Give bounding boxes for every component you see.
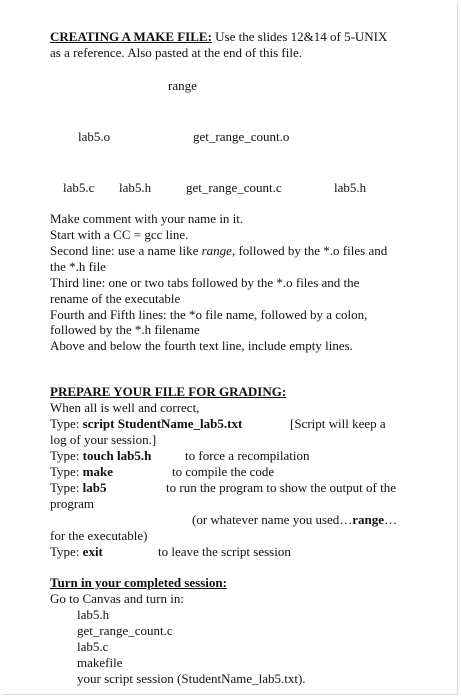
intro-text: Use the slides 12&14 of 5-UNIX: [211, 29, 388, 44]
prepare-when: When all is well and correct,: [50, 400, 200, 415]
make-file-title: CREATING A MAKE FILE:: [50, 29, 212, 44]
instruction-line: Third line: one or two tabs followed by the *.o files and the: [50, 275, 360, 290]
range-italic: range: [201, 243, 232, 258]
intro-line-1: [50, 29, 387, 45]
prepare-title: PREPARE YOUR FILE FOR GRADING:: [50, 384, 287, 399]
turnin-file: get_range_count.c: [77, 623, 173, 638]
tree-node-lab5-h: lab5.h: [119, 180, 152, 195]
make-note: to compile the code: [172, 464, 275, 479]
instruction-line: Start with a CC = gcc line.: [50, 227, 189, 242]
script-note: [Script will keep a: [290, 416, 386, 431]
turnin-file: lab5.h: [77, 607, 110, 622]
lab5-note: to run the program to show the output of the: [166, 480, 396, 495]
exit-command: exit: [82, 544, 103, 559]
turnin-file: makefile: [77, 655, 123, 670]
touch-note: to force a recompilation: [185, 448, 310, 463]
instruction-line: Make comment with your name in it.: [50, 211, 244, 226]
instruction-line: the *.h file: [50, 259, 106, 274]
exit-note: to leave the script session: [158, 544, 291, 559]
whatever-note: (or whatever name you used…range…: [192, 512, 398, 527]
instruction-line: followed by the *.h filename: [50, 322, 200, 337]
script-note-2: log of your session.]: [50, 432, 157, 447]
tree-root: range: [168, 78, 197, 93]
script-command-line: Type: script StudentName_lab5.txt: [50, 416, 243, 431]
tree-node-get-range-count-o: get_range_count.o: [193, 129, 290, 144]
script-command: script StudentName_lab5.txt: [82, 416, 243, 431]
lab5-command: lab5: [82, 480, 107, 495]
touch-command: touch lab5.h: [82, 448, 152, 463]
for-executable: for the executable): [50, 528, 148, 543]
tree-node-lab5-c: lab5.c: [63, 180, 95, 195]
instruction-line: Second line: use a name like range, followed by the *.o files and: [50, 243, 388, 258]
tree-node-lab5-h-2: lab5.h: [334, 180, 367, 195]
make-command: make: [82, 464, 114, 479]
instruction-line: Above and below the fourth text line, include empty lines.: [50, 338, 353, 353]
tree-node-lab5-o: lab5.o: [78, 129, 111, 144]
tree-node-get-range-count-c: get_range_count.c: [186, 180, 282, 195]
make-command-line: Type: make: [50, 464, 114, 479]
intro-line-2: as a reference. Also pasted at the end of this file.: [50, 45, 302, 60]
turnin-title: Turn in your completed session:: [50, 575, 227, 590]
turnin-intro: Go to Canvas and turn in:: [50, 591, 184, 606]
exit-command-line: Type: exit: [50, 544, 103, 559]
turnin-file: lab5.c: [77, 639, 109, 654]
touch-command-line: Type: touch lab5.h: [50, 448, 152, 463]
lab5-command-line: Type: lab5: [50, 480, 107, 495]
turnin-file: your script session (StudentName_lab5.txt).: [77, 671, 306, 686]
instruction-line: Fourth and Fifth lines: the *o file name, followed by a colon,: [50, 307, 368, 322]
instruction-line: rename of the executable: [50, 291, 181, 306]
program-word: program: [50, 496, 95, 511]
